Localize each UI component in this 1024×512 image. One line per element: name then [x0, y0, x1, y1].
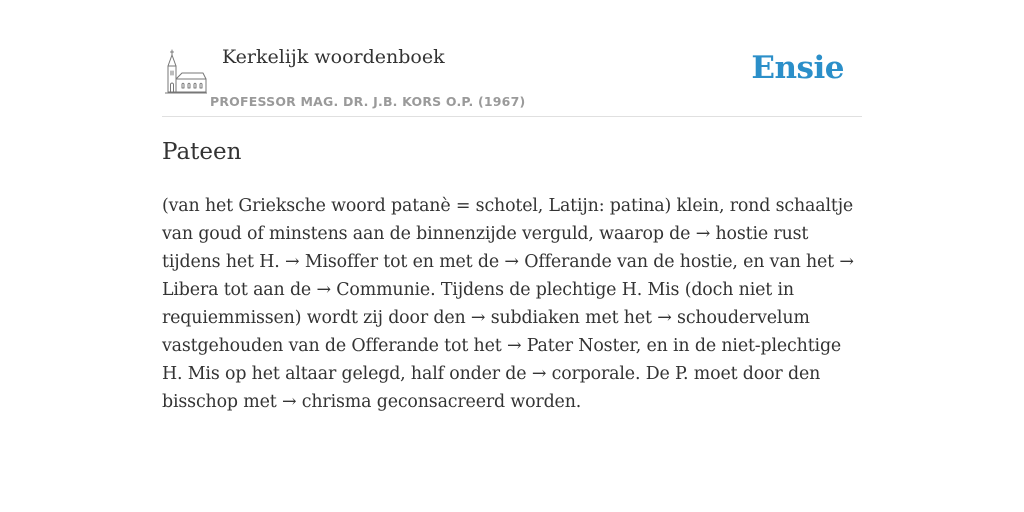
cross-reference-link[interactable] [282, 392, 371, 412]
cross-reference-label: corporale [551, 364, 635, 384]
cross-reference-link[interactable] [504, 252, 611, 272]
entry-title: Pateen [162, 139, 242, 165]
arrow-right-icon: → [285, 252, 300, 272]
church-icon [165, 49, 207, 95]
cross-reference-link[interactable] [285, 252, 378, 272]
cross-reference-link[interactable] [316, 280, 430, 300]
arrow-right-icon: → [316, 280, 331, 300]
cross-reference-link[interactable] [532, 364, 635, 384]
ensie-logo-link[interactable]: Ensie [751, 50, 844, 86]
entry-text: met het [579, 308, 658, 328]
cross-reference-label: Libera [162, 280, 219, 300]
cross-reference-label: Pater Noster [526, 336, 636, 356]
cross-reference-label: Offerande [524, 252, 612, 272]
entry-text: (van het Grieksche woord patanè = schotel, Latijn: patina) klein, rond schaaltje van goud of minstens aan de binnenzijde verguld, waarop de [162, 196, 854, 244]
entry-text: . Tijdens de plechtige H. Mis (doch niet in requiemmissen) wordt zij door den [162, 280, 794, 328]
cross-reference-link[interactable] [471, 308, 580, 328]
arrow-right-icon: → [470, 308, 486, 328]
entry-text: van de hostie, en van het [611, 252, 840, 272]
entry-text: tot en met de [377, 252, 505, 272]
cross-reference-label: chrisma [301, 392, 372, 412]
page [162, 0, 862, 412]
entry-text: tot aan de [218, 280, 317, 300]
dictionary-author: PROFESSOR MAG. DR. J.B. KORS O.P. (1967) [210, 94, 526, 109]
cross-reference-label: hostie [715, 224, 769, 244]
entry-text: . De P. moet door den bisschop met [162, 364, 821, 412]
cross-reference-label: Communie [336, 280, 431, 300]
entry-text: vastgehouden van de Offerande tot het [162, 336, 507, 356]
entry-text: rust tijdens het H. [162, 224, 809, 272]
arrow-right-icon: → [839, 252, 854, 272]
header [162, 0, 862, 117]
cross-reference-link[interactable] [507, 336, 636, 356]
entry-text: geconsacreerd worden. [371, 392, 582, 412]
arrow-right-icon: → [504, 252, 519, 272]
cross-reference-link[interactable] [696, 224, 768, 244]
arrow-right-icon: → [657, 308, 672, 328]
arrow-right-icon: → [531, 364, 547, 384]
cross-reference-label: Misoffer [304, 252, 378, 272]
dictionary-title: Kerkelijk woordenboek [222, 46, 445, 68]
cross-reference-link[interactable] [657, 308, 810, 328]
arrow-right-icon: → [506, 336, 522, 356]
entry-text: , en in de niet-plechtige H. Mis op het altaar gelegd, half onder de [162, 336, 842, 384]
cross-reference-label: subdiaken [490, 308, 580, 328]
entry-body [162, 192, 862, 416]
cross-reference-label: schoudervelum [677, 308, 810, 328]
arrow-right-icon: → [281, 392, 297, 412]
arrow-right-icon: → [695, 224, 711, 244]
